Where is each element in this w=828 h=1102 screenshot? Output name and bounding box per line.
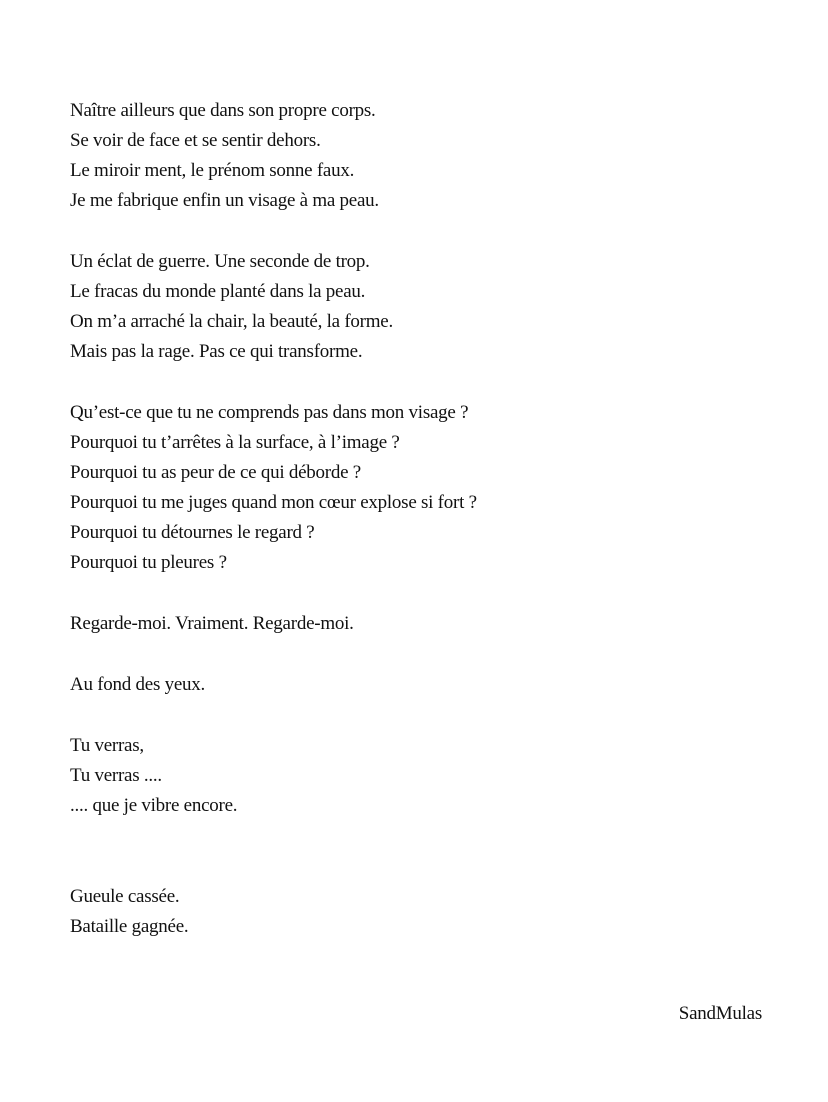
poem-line: Regarde-moi. Vraiment. Regarde-moi. (70, 613, 354, 634)
poem-line: Un éclat de guerre. Une seconde de trop. (70, 251, 370, 272)
stanza-gap (70, 216, 770, 247)
poem-line: Naître ailleurs que dans son propre corps. (70, 100, 376, 121)
poem-line: Pourquoi tu as peur de ce qui déborde ? (70, 462, 361, 483)
stanza-gap (70, 700, 770, 731)
author-signature: SandMulas (678, 1003, 762, 1024)
stanza-5 (70, 670, 770, 700)
poem-body (70, 96, 770, 942)
poem-line: On m’a arraché la chair, la beauté, la forme. (70, 311, 393, 332)
poem-line: Gueule cassée. (70, 886, 180, 907)
poem-line: Je me fabrique enfin un visage à ma peau. (70, 190, 379, 211)
stanza-gap (70, 367, 770, 398)
stanza-7 (70, 882, 770, 942)
stanza-gap-large (70, 821, 770, 882)
poem-line: Mais pas la rage. Pas ce qui transforme. (70, 341, 363, 362)
stanza-4 (70, 609, 770, 639)
poem-line: Qu’est-ce que tu ne comprends pas dans mon visage ? (70, 402, 469, 423)
stanza-gap (70, 639, 770, 670)
poem-line: Tu verras .... (70, 765, 162, 786)
poem-line: Pourquoi tu détournes le regard ? (70, 522, 315, 543)
poem-line: Le fracas du monde planté dans la peau. (70, 281, 366, 302)
stanza-6 (70, 731, 770, 821)
stanza-1 (70, 96, 770, 216)
poem-line: Au fond des yeux. (70, 674, 206, 695)
poem-line: Se voir de face et se sentir dehors. (70, 130, 321, 151)
poem-line: Pourquoi tu pleures ? (70, 552, 227, 573)
poem-line: Tu verras, (70, 735, 144, 756)
poem-line: Pourquoi tu t’arrêtes à la surface, à l’image ? (70, 432, 400, 453)
poem-line: .... que je vibre encore. (70, 795, 238, 816)
poem-line: Pourquoi tu me juges quand mon cœur explose si fort ? (70, 492, 477, 513)
stanza-2 (70, 247, 770, 367)
stanza-gap (70, 578, 770, 609)
poem-line: Bataille gagnée. (70, 916, 189, 937)
stanza-3 (70, 398, 770, 578)
poem-line: Le miroir ment, le prénom sonne faux. (70, 160, 355, 181)
